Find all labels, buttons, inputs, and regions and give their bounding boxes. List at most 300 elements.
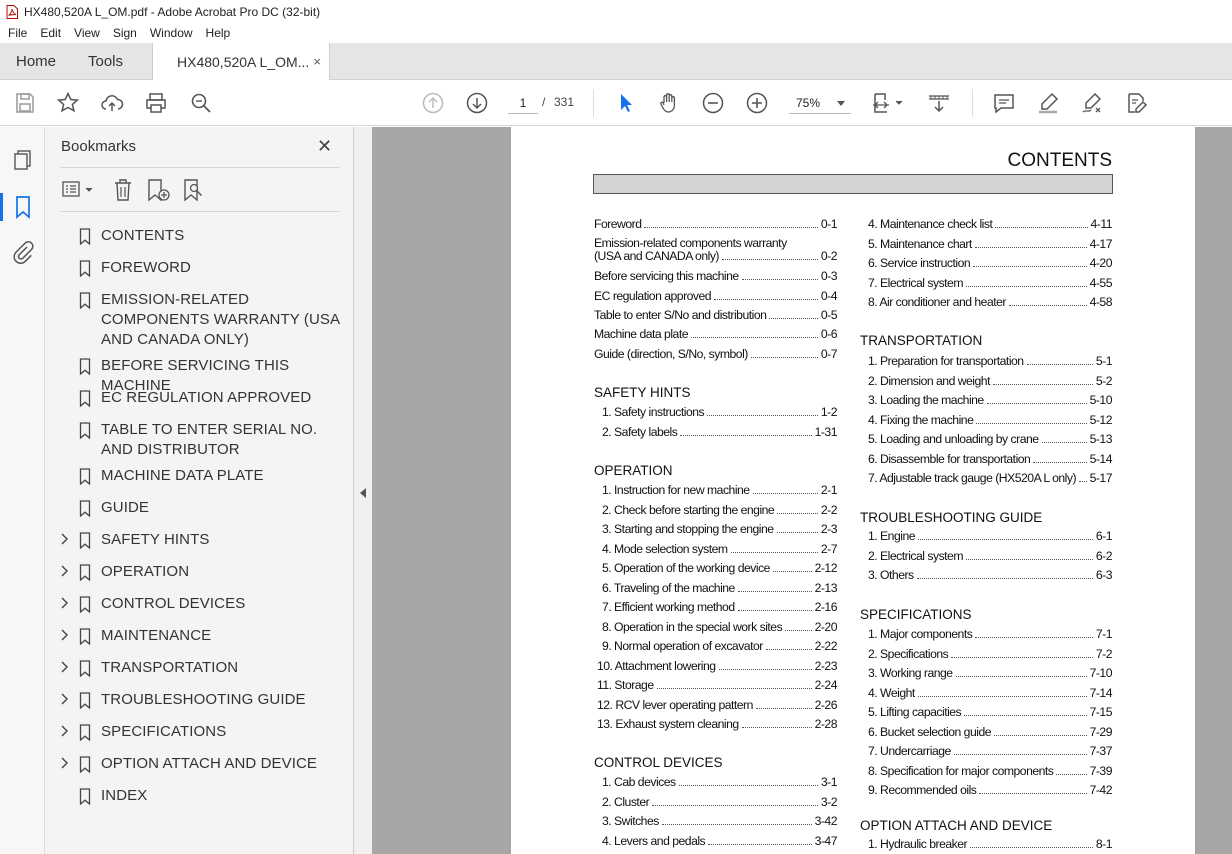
tab-document-label: HX480,520A L_OM... — [177, 54, 310, 70]
toc-entry[interactable] — [594, 217, 837, 233]
toc-entry[interactable] — [602, 522, 837, 538]
toc-entry-title: Machine data plate — [594, 327, 688, 341]
toc-entry[interactable] — [868, 647, 1112, 663]
leader-dots — [956, 676, 1087, 677]
toc-entry-title: 7. Undercarriage — [868, 744, 951, 758]
bookmark-icon — [79, 532, 91, 549]
toc-entry-page: 2-26 — [814, 697, 837, 712]
toc-entry[interactable] — [597, 659, 837, 675]
leader-dots — [1056, 774, 1086, 775]
leader-dots — [995, 227, 1087, 228]
toc-entry-title: 6. Disassemble for transportation — [868, 451, 1031, 466]
page-separator: / — [542, 95, 546, 109]
chevron-right-icon[interactable] — [59, 724, 69, 738]
toc-entry[interactable] — [868, 666, 1112, 682]
toc-entry-title: 2. Dimension and weight — [868, 373, 990, 388]
toc-entry-title: 4. Weight — [868, 685, 915, 700]
toc-entry[interactable] — [602, 775, 837, 791]
attachments-icon[interactable] — [10, 239, 36, 265]
toc-entry[interactable] — [602, 639, 837, 655]
new-bookmark-icon[interactable] — [145, 177, 171, 203]
toc-entry-title: 4. Levers and pedals — [602, 833, 706, 848]
toc-entry-title: 6. Service instruction — [868, 256, 971, 270]
leader-dots — [777, 532, 818, 533]
window-title: HX480,520A L_OM.pdf - Adobe Acrobat Pro DC (32-bit) — [24, 4, 321, 19]
toc-entry[interactable] — [868, 705, 1112, 721]
toc-entry-page: 5-14 — [1089, 451, 1112, 466]
chevron-left-icon — [360, 488, 366, 498]
leader-dots — [714, 299, 818, 300]
find-bookmark-icon[interactable] — [181, 177, 207, 203]
toc-entry-title: 8. Air conditioner and heater — [868, 295, 1006, 309]
bookmark-icon — [79, 468, 91, 485]
toc-entry-title: 5. Lifting capacities — [868, 705, 962, 719]
toc-section-heading[interactable]: SAFETY HINTS — [594, 385, 691, 400]
leader-dots — [708, 844, 811, 845]
bookmarks-panel — [45, 127, 354, 854]
leader-dots — [742, 727, 812, 728]
tab-tools[interactable]: Tools — [88, 53, 124, 70]
toc-entry-title: 3. Loading the machine — [868, 393, 984, 407]
active-indicator — [0, 193, 3, 221]
scroll-mode-icon[interactable] — [926, 90, 952, 116]
print-icon[interactable] — [143, 90, 169, 116]
toc-entry-title: 5. Loading and unloading by crane — [868, 432, 1039, 446]
tab-document[interactable] — [152, 43, 330, 81]
toc-entry-page: 2-20 — [814, 619, 837, 634]
close-icon[interactable]: ✕ — [317, 136, 333, 156]
zoom-in-icon[interactable] — [744, 90, 770, 116]
tab-close-icon[interactable]: × — [313, 54, 321, 69]
bookmark-icon — [79, 724, 91, 741]
zoom-out-icon[interactable] — [700, 90, 726, 116]
toc-entry[interactable] — [868, 432, 1112, 448]
toc-entry[interactable] — [597, 717, 837, 733]
toc-entry-page: 2-28 — [814, 717, 837, 731]
bookmark-label: OPTION ATTACH AND DEVICE — [101, 755, 318, 772]
toc-entry-page: 0-4 — [820, 289, 837, 303]
toc-entry-page: 0-2 — [820, 249, 837, 263]
comment-icon[interactable] — [991, 90, 1017, 116]
bookmarks-panel-icon[interactable] — [10, 194, 36, 220]
toc-entry-page: 7-15 — [1089, 705, 1112, 719]
menu-sign[interactable]: Sign — [112, 26, 137, 40]
toc-entry[interactable] — [602, 834, 837, 850]
leader-dots — [773, 571, 812, 572]
toc-entry-page: 8-1 — [1095, 837, 1112, 851]
panel-title: Bookmarks — [61, 138, 137, 155]
toc-entry-page: 5-13 — [1089, 432, 1112, 446]
toc-entry-title: 8. Operation in the special work sites — [602, 619, 783, 634]
toc-entry-title: 3. Others — [868, 568, 914, 582]
leader-dots — [777, 513, 818, 514]
chevron-down-icon — [837, 101, 845, 106]
leader-dots — [657, 688, 812, 689]
toc-entry[interactable] — [602, 561, 837, 577]
toc-entry-title: 10. Attachment lowering — [597, 658, 716, 673]
toc-entry[interactable] — [594, 347, 837, 363]
bookmark-label: FOREWORD — [101, 259, 191, 276]
leader-dots — [1009, 305, 1087, 306]
select-cursor-icon[interactable] — [613, 90, 639, 116]
leader-dots — [707, 415, 818, 416]
toc-entry-title: Before servicing this machine — [594, 269, 739, 283]
bookmark-label: SAFETY HINTS — [101, 531, 210, 548]
toc-entry[interactable] — [868, 393, 1112, 409]
toc-entry[interactable] — [868, 374, 1112, 390]
toc-entry[interactable] — [868, 256, 1112, 272]
toc-entry-title: 11. Storage — [597, 678, 654, 692]
menu-help[interactable]: Help — [205, 26, 231, 40]
toc-entry-page: 7-42 — [1089, 783, 1112, 797]
toc-entry-page: 5-17 — [1089, 471, 1112, 485]
toc-entry[interactable] — [602, 620, 837, 636]
menu-view[interactable]: View — [74, 26, 100, 40]
toc-entry-title: 2. Electrical system — [868, 548, 963, 563]
toc-entry[interactable] — [602, 795, 837, 811]
toc-entry[interactable] — [594, 237, 837, 263]
leader-dots — [973, 266, 1086, 267]
bookmark-icon — [79, 564, 91, 581]
leader-dots — [979, 793, 1086, 794]
toc-entry-page: 0-1 — [820, 217, 837, 231]
leader-dots — [662, 824, 812, 825]
toc-entry-title: 12. RCV lever operating pattern — [597, 697, 753, 712]
toc-entry-title: EC regulation approved — [594, 289, 712, 303]
toc-entry-page: 4-11 — [1090, 217, 1112, 231]
toc-entry-title: 7. Adjustable track gauge (HX520A L only) — [868, 471, 1077, 485]
toc-entry-title: 3. Working range — [868, 666, 953, 680]
leader-dots — [738, 610, 812, 611]
leader-dots — [951, 657, 1093, 658]
toc-entry-page: 7-2 — [1095, 646, 1112, 661]
toc-entry[interactable] — [602, 503, 837, 519]
leader-dots — [918, 696, 1087, 697]
toc-entry-title: 4. Mode selection system — [602, 541, 728, 556]
leader-dots — [976, 423, 1086, 424]
menu-bar — [0, 23, 1232, 43]
toc-entry[interactable] — [868, 217, 1112, 233]
toc-entry-title: 5. Maintenance chart — [868, 236, 972, 251]
bookmark-label: OPERATION — [101, 563, 190, 580]
leader-dots — [966, 286, 1087, 287]
chevron-right-icon[interactable] — [59, 628, 69, 642]
toc-entry-page: 7-37 — [1089, 744, 1112, 758]
menu-window[interactable]: Window — [149, 26, 193, 40]
find-zoom-icon[interactable] — [188, 90, 214, 116]
toc-entry[interactable] — [597, 698, 837, 714]
toc-entry[interactable] — [868, 452, 1112, 468]
toc-entry-page: 2-3 — [820, 522, 837, 536]
document-view[interactable] — [372, 127, 1232, 854]
toc-entry-title: 2. Cluster — [602, 794, 650, 809]
leader-dots — [753, 493, 818, 494]
bookmark-icon — [79, 422, 91, 439]
toc-entry-page: 6-2 — [1095, 548, 1112, 563]
bookmark-icon — [79, 228, 91, 245]
toc-entry[interactable] — [594, 269, 837, 285]
bookmark-label: EMISSION-RELATED COMPONENTS WARRANTY (USA AND CANADA ONLY) — [101, 291, 340, 348]
panel-collapse-handle[interactable] — [354, 127, 372, 854]
leader-dots — [975, 637, 1093, 638]
heading-bar — [593, 174, 1113, 194]
toc-section-heading[interactable]: TRANSPORTATION — [860, 333, 983, 348]
toc-entry-page: 2-1 — [820, 483, 837, 497]
bookmark-label: TABLE TO ENTER SERIAL NO. AND DISTRIBUTOR — [101, 421, 318, 458]
bookmark-label: MACHINE DATA PLATE — [101, 467, 264, 484]
leader-dots — [652, 805, 818, 806]
bookmark-label: BEFORE SERVICING THIS MACHINE — [101, 357, 290, 394]
toc-entry-title: 2. Safety labels — [602, 425, 678, 439]
toc-entry-page: 0-5 — [820, 308, 837, 322]
bookmark-icon — [79, 628, 91, 645]
chevron-right-icon[interactable] — [59, 564, 69, 578]
menu-edit[interactable]: Edit — [40, 26, 62, 40]
bookmark-icon — [79, 500, 91, 517]
leader-dots — [766, 649, 812, 650]
leader-dots — [738, 591, 812, 592]
toc-entry-page: 3-1 — [820, 775, 837, 789]
toc-entry-title: Foreword — [594, 217, 642, 231]
leader-dots — [917, 578, 1093, 579]
toc-entry-page: 2-16 — [814, 600, 837, 614]
bookmark-star-icon[interactable] — [55, 90, 81, 116]
toc-entry-page: 5-10 — [1089, 393, 1112, 407]
leader-dots — [975, 247, 1087, 248]
leader-dots — [1027, 364, 1093, 365]
bookmark-label: CONTENTS — [101, 227, 185, 244]
toc-entry-title: 5. Operation of the working device — [602, 561, 770, 575]
pdf-page — [511, 127, 1195, 854]
leader-dots — [751, 357, 818, 358]
leader-dots — [993, 384, 1093, 385]
toc-entry-title: Table to enter S/No and distribution — [594, 308, 767, 322]
toc-entry-page: 3-2 — [820, 794, 837, 809]
toc-entry[interactable] — [594, 327, 837, 343]
cloud-upload-icon[interactable] — [99, 90, 125, 116]
toc-section-heading[interactable]: SPECIFICATIONS — [860, 607, 972, 622]
toc-entry[interactable] — [602, 405, 837, 421]
tab-home[interactable]: Home — [16, 53, 57, 70]
toc-entry-page: 2-7 — [820, 541, 837, 556]
navigation-rail — [0, 127, 45, 854]
toc-entry-page: 7-39 — [1089, 763, 1112, 778]
bookmark-options-icon[interactable] — [61, 177, 97, 203]
toc-entry-title: 2. Specifications — [868, 646, 949, 661]
leader-dots — [1042, 442, 1087, 443]
toc-entry-title: 1. Major components — [868, 627, 973, 641]
toc-entry-title: (USA and CANADA only) — [594, 249, 719, 263]
bookmark-icon — [79, 692, 91, 709]
toc-entry-page: 4-17 — [1089, 236, 1112, 251]
toc-entry[interactable] — [868, 354, 1112, 370]
toc-entry-page: 7-29 — [1089, 724, 1112, 739]
highlight-pen-icon[interactable] — [1035, 90, 1061, 116]
toc-entry-title: 1. Hydraulic breaker — [868, 837, 968, 851]
toolbar-divider — [972, 89, 973, 117]
chevron-right-icon[interactable] — [59, 532, 69, 546]
bookmark-label: EC REGULATION APPROVED — [101, 389, 312, 406]
toc-entry-page: 0-6 — [820, 327, 837, 341]
toc-entry-page: 3-47 — [814, 833, 837, 848]
toc-entry[interactable] — [868, 783, 1112, 799]
toc-entry-title: 7. Electrical system — [868, 275, 963, 290]
toc-entry[interactable] — [602, 542, 837, 558]
divider — [60, 167, 340, 168]
toc-entry[interactable] — [868, 276, 1112, 292]
leader-dots — [680, 435, 811, 436]
toc-section-heading[interactable]: OPTION ATTACH AND DEVICE — [860, 818, 1053, 833]
toc-entry[interactable] — [597, 678, 837, 694]
toc-entry[interactable] — [594, 308, 837, 324]
menu-file[interactable]: File — [8, 26, 28, 40]
leader-dots — [1079, 481, 1087, 482]
chevron-right-icon[interactable] — [59, 692, 69, 706]
toc-entry-page: 2-23 — [814, 658, 837, 673]
page-total: 331 — [554, 95, 575, 109]
toc-entry-title: 9. Recommended oils — [868, 783, 977, 797]
toc-entry[interactable] — [868, 627, 1112, 643]
toc-entry[interactable] — [868, 725, 1112, 741]
page-number-input[interactable]: 1 — [508, 92, 538, 114]
pdf-file-icon — [6, 5, 18, 19]
bookmark-icon — [79, 660, 91, 677]
toc-entry-title: 1. Safety instructions — [602, 405, 705, 419]
toc-entry-page: 1-2 — [820, 405, 837, 419]
toc-entry[interactable] — [868, 744, 1112, 760]
chevron-right-icon[interactable] — [59, 660, 69, 674]
bookmark-label: SPECIFICATIONS — [101, 723, 227, 740]
save-icon[interactable] — [12, 90, 38, 116]
toc-entry[interactable] — [868, 549, 1112, 565]
leader-dots — [756, 708, 812, 709]
previous-page-icon[interactable] — [420, 90, 446, 116]
leader-dots — [719, 669, 812, 670]
toc-entry[interactable] — [868, 686, 1112, 702]
toc-entry-page: 4-58 — [1089, 295, 1112, 309]
bookmark-label: GUIDE — [101, 499, 150, 516]
bookmark-icon — [79, 756, 91, 773]
bookmark-label: INDEX — [101, 787, 148, 804]
leader-dots — [644, 227, 817, 228]
chevron-right-icon[interactable] — [59, 756, 69, 770]
leader-dots — [722, 259, 818, 260]
leader-dots — [679, 785, 818, 786]
toc-entry-page: 6-1 — [1095, 529, 1112, 543]
toc-entry-page: 4-20 — [1089, 256, 1112, 270]
toc-entry-page: 2-13 — [814, 580, 837, 595]
toc-section-heading[interactable]: OPERATION — [594, 463, 673, 478]
toc-entry-page: 7-1 — [1095, 627, 1112, 641]
leader-dots — [769, 318, 818, 319]
toc-entry-title: 6. Bucket selection guide — [868, 724, 992, 739]
toc-entry-title: Guide (direction, S/No, symbol) — [594, 347, 748, 361]
toc-entry-title: 1. Cab devices — [602, 775, 676, 789]
main-toolbar — [0, 80, 1232, 126]
toc-entry-title: 6. Traveling of the machine — [602, 580, 735, 595]
toc-entry[interactable] — [868, 837, 1112, 853]
toc-entry[interactable] — [868, 568, 1112, 584]
leader-dots — [731, 552, 818, 553]
toc-entry-page: 0-3 — [820, 269, 837, 283]
toc-entry-page: 2-2 — [820, 502, 837, 517]
toc-entry-title: 1. Engine — [868, 529, 915, 543]
toc-entry[interactable] — [602, 581, 837, 597]
bookmark-icon — [79, 788, 91, 805]
toc-entry-page: 7-14 — [1089, 685, 1112, 700]
toc-entry-page: 0-7 — [820, 347, 837, 361]
page-thumbnails-icon[interactable] — [10, 147, 36, 173]
toc-section-heading[interactable]: TROUBLESHOOTING GUIDE — [860, 510, 1043, 525]
toc-entry-page: 6-3 — [1095, 568, 1112, 582]
bookmark-icon — [79, 596, 91, 613]
toc-entry-page: 2-12 — [814, 561, 837, 575]
toc-entry[interactable] — [868, 764, 1112, 780]
bookmark-label: MAINTENANCE — [101, 627, 212, 644]
toc-entry[interactable] — [868, 237, 1112, 253]
toc-entry-page: 2-22 — [814, 639, 837, 653]
toc-entry[interactable] — [602, 814, 837, 830]
leader-dots — [918, 539, 1093, 540]
toc-entry[interactable] — [602, 483, 837, 499]
bookmark-icon — [79, 292, 91, 309]
toc-entry-title: 9. Normal operation of excavator — [602, 639, 763, 653]
leader-dots — [691, 337, 818, 338]
toc-entry[interactable] — [594, 289, 837, 305]
chevron-right-icon[interactable] — [59, 596, 69, 610]
bookmark-label: CONTROL DEVICES — [101, 595, 246, 612]
toc-entry[interactable] — [868, 413, 1112, 429]
leader-dots — [970, 847, 1093, 848]
toc-entry[interactable] — [602, 600, 837, 616]
draw-sign-icon[interactable] — [1079, 90, 1105, 116]
toc-entry-page: 5-2 — [1095, 373, 1112, 388]
toc-entry[interactable] — [602, 425, 837, 441]
toc-entry[interactable] — [868, 295, 1112, 311]
tab-bar — [0, 43, 1232, 80]
fill-sign-icon[interactable] — [1123, 90, 1149, 116]
toc-section-heading[interactable]: CONTROL DEVICES — [594, 755, 723, 770]
leader-dots — [966, 559, 1093, 560]
toc-entry[interactable] — [868, 529, 1112, 545]
toc-entry-title: 7. Efficient working method — [602, 600, 735, 614]
toc-entry-page: 5-12 — [1089, 412, 1112, 427]
toc-entry-page: 3-42 — [814, 814, 837, 828]
leader-dots — [1033, 462, 1086, 463]
window-titlebar — [0, 0, 1232, 23]
toc-entry-title: 3. Switches — [602, 814, 659, 828]
toc-entry-title: 8. Specification for major components — [868, 763, 1054, 778]
toc-entry-page: 7-10 — [1089, 666, 1112, 680]
leader-dots — [785, 630, 811, 631]
toc-entry-title: 1. Preparation for transportation — [868, 354, 1024, 368]
divider — [60, 211, 340, 212]
next-page-icon[interactable] — [464, 90, 490, 116]
toc-entry[interactable] — [868, 471, 1112, 487]
hand-tool-icon[interactable] — [656, 90, 682, 116]
zoom-level-value: 75% — [796, 96, 821, 110]
delete-bookmark-icon[interactable] — [111, 177, 135, 203]
page-fit-icon[interactable] — [870, 90, 906, 116]
bookmark-label: TROUBLESHOOTING GUIDE — [101, 691, 306, 708]
bookmark-icon — [79, 390, 91, 407]
bookmark-label: TRANSPORTATION — [101, 659, 239, 676]
toc-entry-title: 4. Maintenance check list — [868, 217, 993, 231]
zoom-level-select[interactable] — [789, 92, 851, 114]
leader-dots — [994, 735, 1087, 736]
toolbar-divider — [593, 89, 594, 117]
bookmark-icon — [79, 260, 91, 277]
